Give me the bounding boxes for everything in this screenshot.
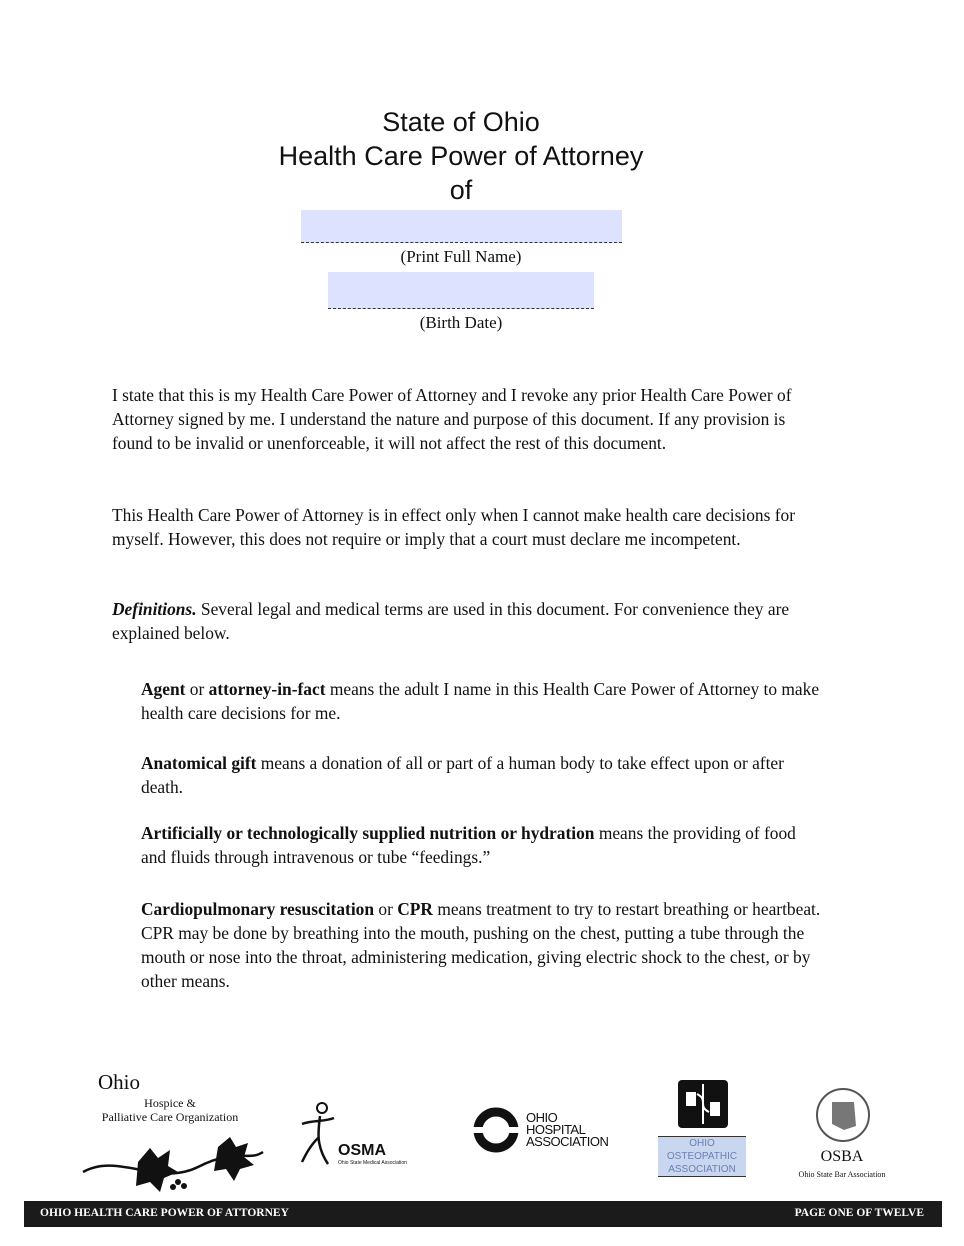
term-cpr-full: Cardiopulmonary resuscitation xyxy=(141,899,375,919)
osba-logo-name: OSBA xyxy=(820,1148,864,1165)
oha-line2: HOSPITAL xyxy=(526,1122,586,1137)
ooa-line3: ASSOCIATION xyxy=(668,1164,736,1175)
hpco-sub-line2: Palliative Care Organization xyxy=(101,1110,239,1124)
definition-connector: or xyxy=(374,899,398,919)
oha-ring-icon xyxy=(472,1106,522,1156)
definition-agent xyxy=(141,677,821,725)
term-attorney-in-fact: attorney-in-fact xyxy=(208,679,326,699)
definition-anatomical-gift xyxy=(141,751,821,799)
birth-date-caption: (Birth Date) xyxy=(419,313,503,332)
page-footer xyxy=(24,1201,942,1227)
hpco-logo-subtitle xyxy=(70,1096,270,1124)
ooa-logo xyxy=(658,1080,748,1184)
osma-logo-name: OSMA xyxy=(338,1142,386,1159)
ohio-hpco-logo xyxy=(70,1070,270,1200)
birth-date-field[interactable] xyxy=(328,272,594,309)
term-cpr: CPR xyxy=(397,899,433,919)
definition-nutrition-hydration xyxy=(141,821,821,869)
definition-text: means treatment to try to restart breathing or heartbeat. CPR may be done by breathing into the mouth, pushing on the chest, putting a tube through the mouth or nose into the throat, administering medication, giving electric shock to the chest, or by other means. xyxy=(141,899,821,991)
full-name-caption: (Print Full Name) xyxy=(400,247,522,266)
osma-logo xyxy=(298,1102,438,1172)
definitions-intro-text: Several legal and medical terms are used in this document. For convenience they are explained below. xyxy=(112,599,790,643)
document-subtitle: Health Care Power of Attorney xyxy=(278,141,644,171)
grapevine-icon xyxy=(78,1132,268,1192)
definition-text: means the adult I name in this Health Care Power of Attorney to make health care decisions for me. xyxy=(141,679,820,723)
term-nutrition-hydration: Artificially or technologically supplied nutrition or hydration xyxy=(141,823,595,843)
hpco-logo-name: Ohio xyxy=(98,1070,140,1094)
effect-paragraph: This Health Care Power of Attorney is in effect only when I cannot make health care decisions for myself. However, this does not require or imply that a court must declare me incompetent. xyxy=(112,505,796,549)
full-name-field[interactable] xyxy=(301,210,622,243)
definitions-intro xyxy=(112,597,822,645)
definition-text: means a donation of all or part of a human body to take effect upon or after death. xyxy=(141,753,784,797)
ohio-state-icon xyxy=(816,1088,870,1142)
oha-logo-name xyxy=(526,1112,608,1148)
document-title: State of Ohio xyxy=(382,107,540,137)
oha-line3: ASSOCIATION xyxy=(526,1134,609,1149)
human-figure-icon xyxy=(298,1102,338,1172)
definition-connector: or xyxy=(185,679,209,699)
document-of-label: of xyxy=(449,175,473,205)
footer-document-name: OHIO HEALTH CARE POWER OF ATTORNEY xyxy=(40,1207,289,1219)
caduceus-icon xyxy=(678,1080,728,1128)
oha-logo xyxy=(472,1106,632,1156)
footer-page-number: PAGE ONE OF TWELVE xyxy=(794,1207,924,1219)
ooa-line1: OHIO xyxy=(689,1138,715,1149)
ooa-line2: OSTEOPATHIC xyxy=(666,1151,738,1162)
term-agent: Agent xyxy=(141,679,186,699)
definition-cpr xyxy=(141,897,821,993)
hpco-sub-line1: Hospice & xyxy=(144,1096,196,1110)
definitions-heading: Definitions. xyxy=(112,599,197,619)
oha-line1: OHIO xyxy=(526,1110,558,1125)
term-anatomical-gift: Anatomical gift xyxy=(141,753,257,773)
definition-text: means the providing of food and fluids through intravenous or tube “feedings.” xyxy=(141,823,796,867)
ooa-logo-name xyxy=(658,1136,746,1177)
revocation-paragraph: I state that this is my Health Care Power of Attorney and I revoke any prior Health Care Power of Attorney signed by me. I understand the nature and purpose of this document. If any provision is found to be invalid or unenforceable, it will not affect the rest of this document. xyxy=(112,385,792,453)
osba-logo xyxy=(786,1088,906,1188)
osma-logo-subtitle: Ohio State Medical Association xyxy=(338,1160,407,1166)
osba-logo-subtitle: Ohio State Bar Association xyxy=(798,1170,886,1179)
sponsor-logos xyxy=(0,1060,964,1200)
